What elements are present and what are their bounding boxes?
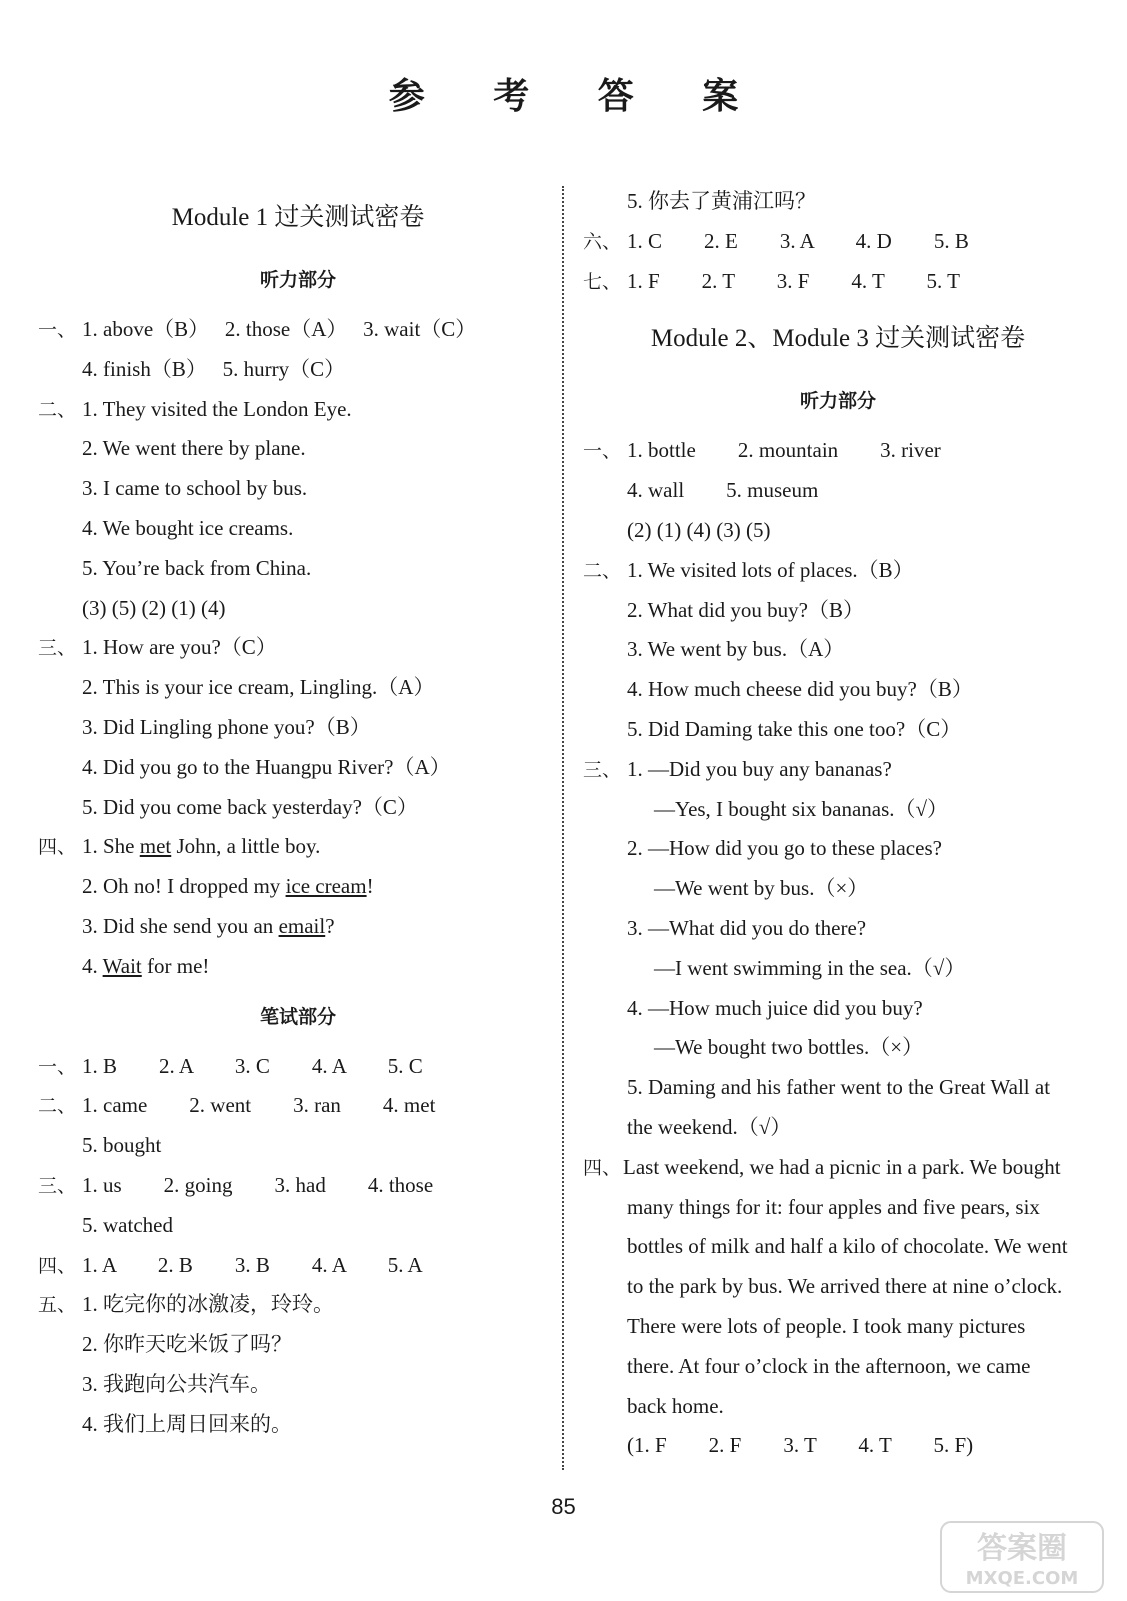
answer-line: 3. Did Lingling phone you?（B） (82, 714, 371, 739)
answer-line: —Yes, I bought six bananas.（√） (654, 796, 949, 821)
answer-line: 3. I came to school by bus. (82, 476, 308, 501)
section-number: 四、 (583, 1156, 622, 1179)
answer-line (38, 907, 558, 947)
section-number: 二、 (583, 559, 622, 582)
written-heading: 笔试部分 (259, 1005, 336, 1028)
answer-text: 1. bottle 2. mountain 3. river (627, 438, 941, 463)
answer-line: (1. F 2. F 3. T 4. T 5. F) (627, 1433, 974, 1458)
answer-line: 2. We went there by plane. (82, 436, 306, 461)
answer-text: 1. She (82, 834, 140, 859)
answer-line: (2) (1) (4) (3) (5) (627, 517, 771, 542)
svg-text:答案圈: 答案圈 (977, 1531, 1067, 1566)
answer-line: 3. 我跑向公共汽车。 (82, 1371, 271, 1396)
section-number: 四、 (38, 836, 77, 859)
answer-text: ! (366, 874, 374, 899)
left-column (38, 180, 558, 1445)
answer-text: 1. How are you?（C） (82, 635, 277, 660)
answer-line: 2. What did you buy?（B） (627, 597, 865, 622)
answer-line (38, 947, 558, 987)
answer-line (38, 1047, 558, 1087)
module2-3-heading: Module 2、Module 3 过关测试密卷 (650, 325, 1026, 353)
answer-line (38, 867, 558, 907)
answer-line: (3) (5) (2) (1) (4) (82, 595, 226, 620)
section-number: 三、 (583, 758, 622, 781)
answer-line: 5. watched (82, 1212, 173, 1237)
answer-line (38, 1285, 558, 1325)
answer-text: 1. B 2. A 3. C 4. A 5. C (82, 1053, 423, 1078)
answer-text: 1. came 2. went 3. ran 4. met (82, 1093, 436, 1118)
answer-line: 5. You’re back from China. (82, 555, 312, 580)
section-number: 七、 (583, 270, 622, 293)
right-column (583, 182, 1093, 1466)
answer-text: 1. We visited lots of places.（B） (627, 557, 914, 582)
section-number: 三、 (38, 637, 77, 660)
answer-text: 1. 吃完你的冰激凌，玲玲。 (82, 1292, 334, 1317)
answer-text: 1. —Did you buy any bananas? (627, 756, 892, 781)
module1-heading: Module 1 过关测试密卷 (171, 204, 425, 231)
passage-line: back home. (627, 1393, 724, 1418)
answer-line: 4. —How much juice did you buy? (627, 995, 923, 1020)
page-title: 参 考 答 案 (388, 76, 767, 117)
answer-text: 3. Did she send you an (82, 913, 279, 938)
section-number: 一、 (38, 319, 77, 341)
underlined-word: met (139, 834, 172, 859)
answer-line: 5. bought (82, 1133, 162, 1158)
svg-text:MXQE.COM: MXQE.COM (965, 1568, 1079, 1589)
answer-line (583, 262, 1093, 302)
answer-line (583, 551, 1093, 591)
answer-text: 4. (82, 953, 103, 978)
answer-text: 1. above（B） 2. those（A） 3. wait（C） (82, 317, 477, 341)
answer-text: ? (325, 913, 335, 938)
answer-line: 4. finish（B） 5. hurry（C） (82, 356, 346, 381)
answer-line: 4. 我们上周日回来的。 (82, 1411, 292, 1436)
answer-text: for me! (141, 953, 210, 978)
column-divider (562, 186, 564, 1470)
answer-line (38, 827, 558, 867)
answer-text: 1. C 2. E 3. A 4. D 5. B (627, 228, 969, 253)
section-number: 二、 (38, 398, 77, 421)
page-number: 85 (551, 1494, 576, 1519)
passage-line: there. At four o’clock in the afternoon, we came (627, 1353, 1031, 1378)
answer-line: 5. Did Daming take this one too?（C） (627, 716, 962, 741)
answer-line: —We went by bus.（×） (654, 876, 869, 901)
answer-line: 5. Did you come back yesterday?（C） (82, 794, 418, 819)
answer-text: 2. Oh no! I dropped my (82, 874, 286, 899)
watermark-logo (937, 1518, 1107, 1596)
answer-line (38, 1246, 558, 1286)
answer-line (38, 390, 558, 430)
answer-text: 1. F 2. T 3. F 4. T 5. T (627, 268, 960, 293)
section-number: 五、 (38, 1294, 77, 1317)
answer-line (38, 310, 558, 350)
answer-line: —We bought two bottles.（×） (654, 1035, 924, 1060)
answer-line: 4. wall 5. museum (627, 478, 819, 503)
section-number: 三、 (38, 1174, 77, 1197)
answer-line: 2. —How did you go to these places? (627, 836, 942, 861)
section-number: 一、 (583, 440, 622, 463)
listening-heading: 听力部分 (799, 390, 876, 413)
answer-line: 4. How much cheese did you buy?（B） (627, 677, 973, 702)
listening-heading: 听力部分 (259, 269, 336, 291)
answer-text: 1. A 2. B 3. B 4. A 5. A (82, 1252, 423, 1277)
answer-line: 2. This is your ice cream, Lingling.（A） (82, 675, 435, 700)
answer-text: 1. They visited the London Eye. (82, 396, 352, 421)
answer-line: 4. Did you go to the Huangpu River?（A） (82, 754, 451, 779)
passage-line: to the park by bus. We arrived there at nine o’clock. (627, 1274, 1063, 1299)
answer-line (583, 1148, 1093, 1188)
answer-line: 5. 你去了黄浦江吗？ (627, 189, 816, 213)
answer-text: John, a little boy. (171, 834, 321, 859)
answer-line: 4. We bought ice creams. (82, 515, 294, 540)
watermark-icon (937, 1518, 1107, 1596)
answer-text: 1. us 2. going 3. had 4. those (82, 1172, 434, 1197)
passage-line: bottles of milk and half a kilo of chocolate. We went (627, 1234, 1068, 1259)
answer-line: 3. —What did you do there? (627, 915, 867, 940)
underlined-word: ice cream (285, 874, 367, 899)
answer-line: —I went swimming in the sea.（√） (654, 955, 966, 980)
answer-line (583, 750, 1093, 790)
answer-line: 2. 你昨天吃米饭了吗？ (82, 1332, 292, 1357)
section-number: 四、 (38, 1254, 77, 1277)
passage-text: Last weekend, we had a picnic in a park. We bought (623, 1154, 1061, 1179)
section-number: 一、 (38, 1055, 77, 1078)
answer-line (583, 222, 1093, 262)
underlined-word: Wait (102, 953, 142, 978)
passage-line: There were lots of people. I took many pictures (627, 1313, 1026, 1338)
answer-line: the weekend.（√） (627, 1114, 792, 1139)
answer-line (583, 431, 1093, 471)
section-number: 六、 (583, 230, 622, 253)
section-number: 二、 (38, 1095, 77, 1118)
answer-line (38, 1086, 558, 1126)
answer-line (38, 628, 558, 668)
answer-line (38, 1166, 558, 1206)
answer-line: 5. Daming and his father went to the Great Wall at (627, 1075, 1051, 1100)
underlined-word: email (278, 913, 326, 938)
passage-line: many things for it: four apples and five pears, six (627, 1194, 1040, 1219)
answer-line: 3. We went by bus.（A） (627, 637, 845, 662)
